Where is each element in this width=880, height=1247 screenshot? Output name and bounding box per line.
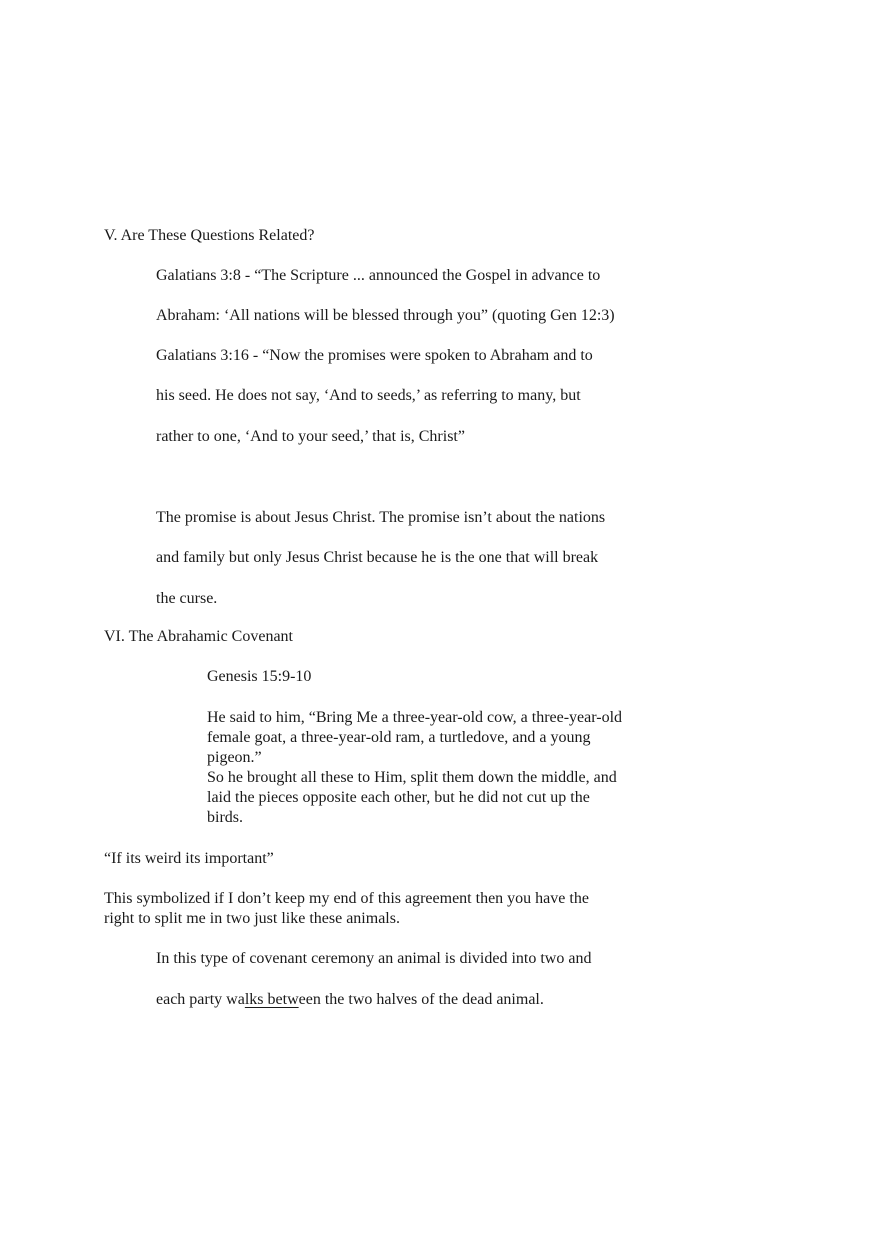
genesis-verse-line-3: pigeon.”	[207, 749, 262, 766]
promise-note-line-3: the curse.	[156, 590, 218, 607]
galatians-3-16-line-2: his seed. He does not say, ‘And to seeds,’ as referring to many, but	[156, 387, 581, 404]
ceremony-line-2	[156, 990, 544, 1010]
galatians-3-16-line-3: rather to one, ‘And to your seed,’ that is, Christ”	[156, 428, 465, 445]
genesis-verse-line-6: birds.	[207, 809, 243, 826]
galatians-3-8-line-1: Galatians 3:8 - “The Scripture ... announced the Gospel in advance to	[156, 267, 601, 284]
symbolism-line-2: right to split me in two just like these animals.	[104, 910, 400, 927]
genesis-reference: Genesis 15:9-10	[207, 668, 312, 685]
genesis-verse-line-1: He said to him, “Bring Me a three-year-old cow, a three-year-old	[207, 709, 623, 726]
ceremony-line-1: In this type of covenant ceremony an animal is divided into two and	[156, 950, 592, 967]
ceremony-line-2-end: een the two halves of the dead animal.	[298, 991, 544, 1008]
ceremony-underlined-text: lks betw	[244, 991, 299, 1008]
galatians-3-8-line-2: Abraham: ‘All nations will be blessed through you” (quoting Gen 12:3)	[156, 307, 615, 324]
genesis-verse-line-4: So he brought all these to Him, split them down the middle, and	[207, 769, 617, 786]
ceremony-line-2-start: each party wa	[156, 991, 245, 1008]
promise-note-line-2: and family but only Jesus Christ because he is the one that will break	[156, 549, 599, 566]
section-5-heading: V. Are These Questions Related?	[104, 227, 315, 244]
promise-note-line-1: The promise is about Jesus Christ. The promise isn’t about the nations	[156, 509, 606, 526]
weird-important-saying: “If its weird its important”	[104, 850, 274, 867]
section-6-heading: VI. The Abrahamic Covenant	[104, 628, 293, 645]
genesis-verse-line-2: female goat, a three-year-old ram, a turtledove, and a young	[207, 729, 591, 746]
genesis-verse-line-5: laid the pieces opposite each other, but he did not cut up the	[207, 789, 590, 806]
symbolism-line-1: This symbolized if I don’t keep my end of this agreement then you have the	[104, 890, 589, 907]
galatians-3-16-line-1: Galatians 3:16 - “Now the promises were spoken to Abraham and to	[156, 347, 593, 364]
